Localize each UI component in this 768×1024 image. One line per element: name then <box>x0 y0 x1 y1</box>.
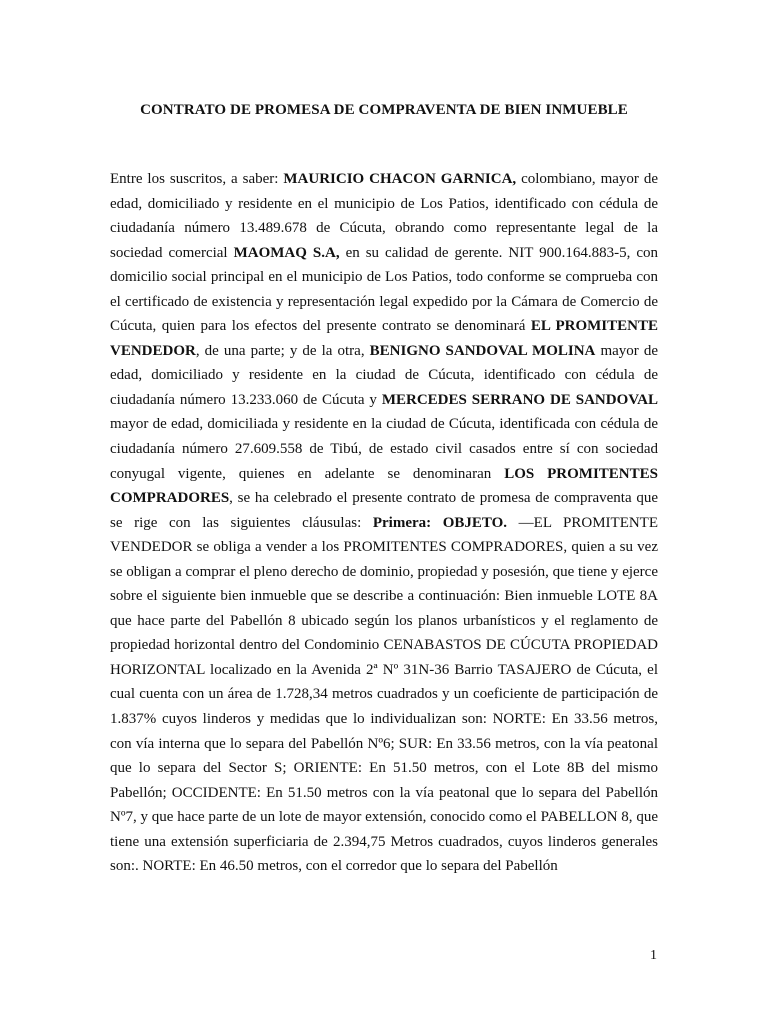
document-title: CONTRATO DE PROMESA DE COMPRAVENTA DE BIEN INMUEBLE <box>140 102 628 118</box>
seller-rep-name: MAURICIO CHACON GARNICA, <box>283 171 517 187</box>
text-run: mayor de edad, domiciliada y residente en la ciudad de Cúcuta, identificada con cédula de ciudadanía número 27.609.558 de Tibú, de estado civil casados entre sí con sociedad conyugal vigente, quienes en adelante se denominaran <box>110 416 658 482</box>
seller-term: EL PROMITENTE VENDEDOR <box>110 318 658 359</box>
text-run: —EL PROMITENTE VENDEDOR se obliga a vender a los PROMITENTES COMPRADORES, quien a su vez se obligan a comprar el pleno derecho de dominio, propiedad y posesión, que tiene y ejerce sobre el siguiente bien inmueble que se describe a continuación: Bien inmueble LOTE 8A que hace parte del Pabellón 8 ubicado según los planos urbanísticos y el reglamento de propiedad horizontal dentro del Condominio CENABASTOS DE CÚCUTA PROPIEDAD HORIZONTAL localizado en la Avenida 2ª Nº 31N-36 Barrio TASAJERO de Cúcuta, el cual cuenta con un área de 1.728,34 metros cuadrados y un coeficiente de participación de 1.837% cuyos linderos y medidas que lo individualizan son: NORTE: En 33.56 metros, con vía interna que lo separa del Pabellón Nº6; SUR: En 33.56 metros, con la vía peatonal que lo separa del Sector S; ORIENTE: En 51.50 metros, con el Lote 8B del mismo Pabellón; OCCIDENTE: En 51.50 metros con la vía peatonal que lo separa del Pabellón Nº7, y que hace parte de un lote de mayor extensión, conocido como el PABELLON 8, que tiene una extensión superficiaria de 2.394,75 Metros cuadrados, cuyos linderos generales son:. NORTE: En 46.50 metros, con el corredor que lo separa del Pabellón <box>110 514 659 875</box>
clause-heading: Primera: OBJETO. <box>372 514 508 531</box>
buyers-term: LOS PROMITENTES COMPRADORES <box>110 465 658 507</box>
contract-paragraph <box>110 167 658 879</box>
buyer-name-1: BENIGNO SANDOVAL MOLINA <box>369 342 596 359</box>
company-name: MAOMAQ S.A, <box>233 244 340 261</box>
text-run: en su calidad de gerente. NIT 900.164.883-5, con domicilio social principal en el municipio de Los Patios, todo conforme se comprueba con el certificado de existencia y representación legal expedido por la Cámara de Comercio de Cúcuta, quien para los efectos del presente contrato se denominará <box>110 244 658 335</box>
text-run: Entre los suscritos, a saber: <box>110 171 284 187</box>
text-run: , de una parte; y de la otra, <box>195 342 370 359</box>
text-run: , se ha celebrado el presente contrato de promesa de compraventa que se rige con las siguientes cláusulas: <box>110 490 658 531</box>
page-number: 1 <box>650 948 657 963</box>
text-run: colombiano, mayor de edad, domiciliado y residente en el municipio de Los Patios, identificado con cédula de ciudadanía número 13.489.678 de Cúcuta, obrando como representante legal de la sociedad comercial <box>110 171 658 261</box>
text-run: mayor de edad, domiciliado y residente en la ciudad de Cúcuta, identificado con cédula de ciudadanía número 13.233.060 de Cúcuta y <box>110 342 658 408</box>
buyer-name-2: MERCEDES SERRANO DE SANDOVAL <box>381 391 658 408</box>
